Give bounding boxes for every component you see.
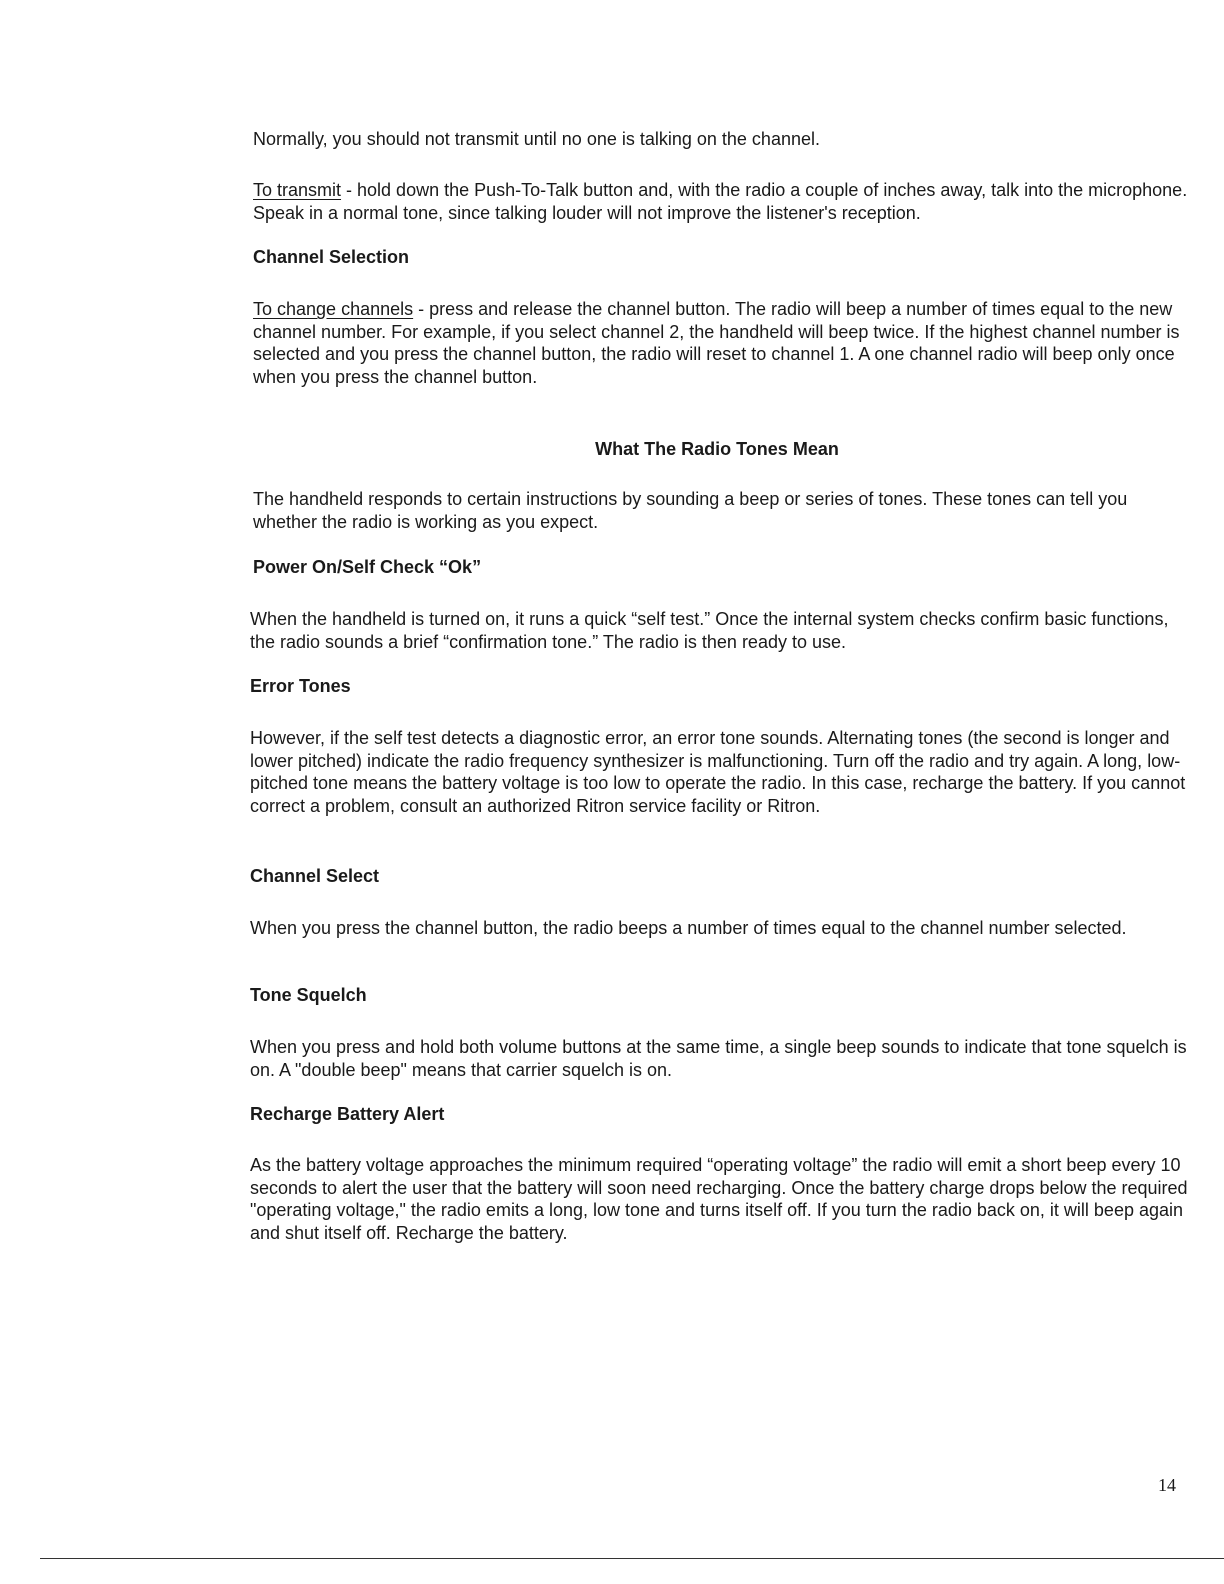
tones-intro-paragraph: The handheld responds to certain instructions by sounding a beep or series of tones. These tones can tell you whether the radio is working as you expect. bbox=[253, 489, 1128, 532]
heading-error-tones: Error Tones bbox=[250, 676, 351, 696]
power-on-paragraph: When the handheld is turned on, it runs a quick “self test.” Once the internal system checks confirm basic functions, the radio sounds a brief “confirmation tone.” The radio is then ready to use. bbox=[250, 609, 1169, 652]
channel-select-paragraph: When you press the channel button, the radio beeps a number of times equal to the channel number selected. bbox=[250, 918, 1127, 938]
recharge-paragraph: As the battery voltage approaches the minimum required “operating voltage” the radio will emit a short beep every 10 seconds to alert the user that the battery will soon need recharging. Once the battery charge drops below the required "operating voltage," the radio emits a long, low tone and turns itself off. If you turn the radio back on, it will beep again and shut itself off. Recharge the battery. bbox=[250, 1155, 1188, 1243]
heading-power-on: Power On/Self Check “Ok” bbox=[253, 557, 482, 577]
transmit-label: To transmit bbox=[253, 180, 342, 200]
channel-change-label: To change channels bbox=[253, 299, 414, 319]
heading-recharge: Recharge Battery Alert bbox=[250, 1104, 445, 1124]
channel-change-paragraph bbox=[253, 298, 1188, 388]
intro-paragraph: Normally, you should not transmit until no one is talking on the channel. bbox=[253, 129, 820, 149]
transmit-paragraph bbox=[253, 179, 1188, 224]
channel-change-text: - press and release the channel button. The radio will beep a number of times equal to the new channel number. For example, if you select channel 2, the handheld will beep twice. If the highest channel number is selected and you press the channel button, the radio will reset to channel 1. A one channel radio will beep only once when you press the channel button. bbox=[253, 299, 1180, 387]
heading-channel-select: Channel Select bbox=[250, 866, 380, 886]
error-tones-paragraph: However, if the self test detects a diagnostic error, an error tone sounds. Alternating tones (the second is longer and lower pitched) indicate the radio frequency synthesizer is malfunctioning. Turn off the radio and try again. A long, low-pitched tone means the battery voltage is too low to operate the radio. In this case, recharge the battery. If you cannot correct a problem, consult an authorized Ritron service facility or Ritron. bbox=[250, 728, 1186, 816]
page-number: 14 bbox=[1158, 1475, 1176, 1495]
bottom-rule bbox=[40, 1558, 1224, 1559]
heading-channel-selection: Channel Selection bbox=[253, 247, 410, 267]
transmit-text: - hold down the Push-To-Talk button and, with the radio a couple of inches away, talk into the microphone. Speak in a normal tone, since talking louder will not improve the listener's reception. bbox=[253, 180, 1188, 223]
heading-radio-tones: What The Radio Tones Mean bbox=[595, 439, 839, 459]
heading-tone-squelch: Tone Squelch bbox=[250, 985, 367, 1005]
tone-squelch-paragraph: When you press and hold both volume buttons at the same time, a single beep sounds to indicate that tone squelch is on. A "double beep" means that carrier squelch is on. bbox=[250, 1037, 1187, 1080]
